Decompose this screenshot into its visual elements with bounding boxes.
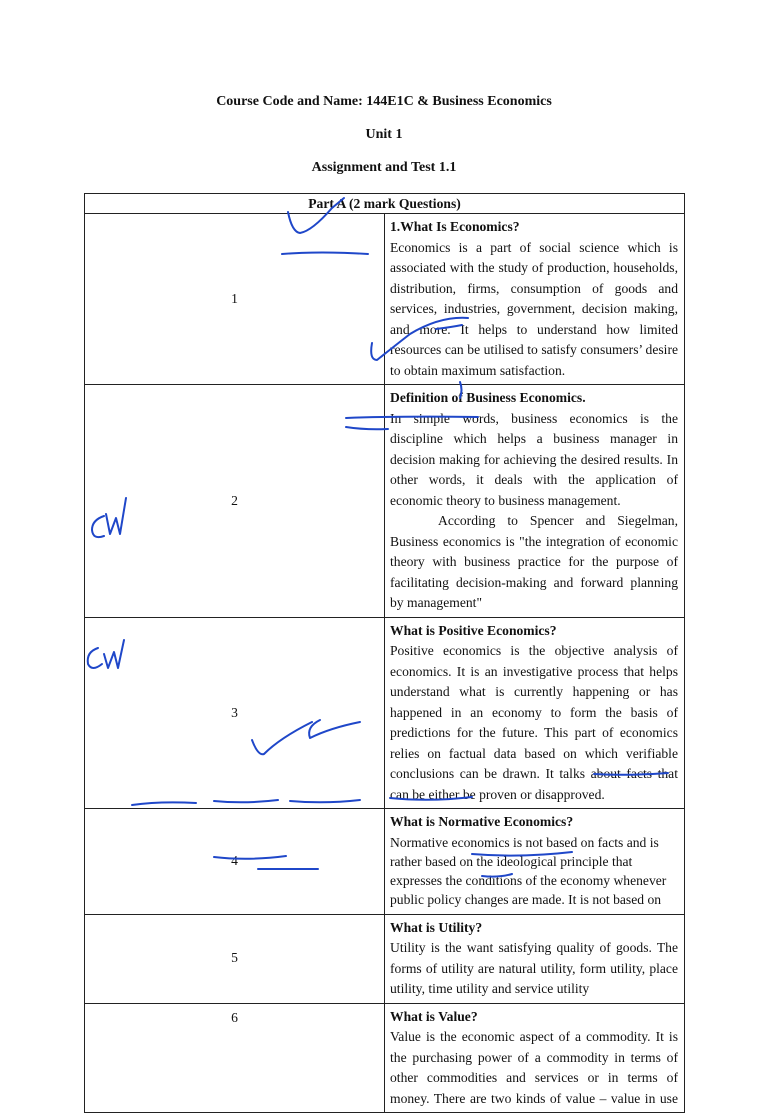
question-cell bbox=[385, 385, 685, 618]
question-title: 1.What Is Economics? bbox=[390, 219, 520, 234]
table-row bbox=[85, 809, 685, 915]
answer-text: Value is the economic aspect of a commodity. It is the purchasing power of a commodity in terms of other commodities and services or in terms of money. There are two kinds of value – value in use bbox=[390, 1029, 678, 1106]
question-number: 6 bbox=[85, 1003, 385, 1113]
question-cell bbox=[385, 214, 685, 385]
table-row bbox=[85, 914, 685, 1003]
question-number: 1 bbox=[85, 214, 385, 385]
question-number: 5 bbox=[85, 914, 385, 1003]
question-table bbox=[84, 193, 685, 1113]
question-cell bbox=[385, 1003, 685, 1113]
question-title: Definition of Business Economics. bbox=[390, 390, 586, 405]
answer-text: According to Spencer and Siegelman, Business economics is "the integration of economic theory with business practice for the purpose of facilitating decision-making and forward planning by management" bbox=[390, 513, 678, 610]
answer-text: Positive economics is the objective analysis of economics. It is an investigative process that helps understand what is currently happening or has happened in an economy to form the basis of predictions for the future. This part of economics relies on factual data based on which verifiable conclusions can be drawn. It talks about facts that can be either be proven or disapproved. bbox=[390, 643, 678, 802]
answer-text: Normative economics is not based on facts and is rather based on the ideological principle that expresses the conditions of the economy whenever public policy changes are made. It is not based on bbox=[390, 834, 667, 907]
question-cell bbox=[385, 914, 685, 1003]
question-title: What is Value? bbox=[390, 1008, 478, 1024]
question-number: 3 bbox=[85, 617, 385, 809]
question-number: 2 bbox=[85, 385, 385, 618]
unit-heading: Unit 1 bbox=[365, 127, 403, 142]
table-row bbox=[85, 385, 685, 618]
part-heading: Part A (2 mark Questions) bbox=[85, 194, 685, 214]
part-heading-row bbox=[85, 194, 685, 214]
question-title: What is Utility? bbox=[390, 919, 483, 935]
table-row bbox=[85, 1003, 685, 1113]
question-title: What is Positive Economics? bbox=[390, 622, 557, 638]
table-row bbox=[85, 214, 685, 385]
question-number: 4 bbox=[85, 809, 385, 915]
answer-text: In simple words, business economics is the discipline which helps a business manager in decision making for achieving the desired results. In other words, it deals with the application of economic theory to business management. bbox=[390, 410, 678, 508]
assignment-heading: Assignment and Test 1.1 bbox=[311, 160, 457, 175]
question-cell bbox=[385, 617, 685, 809]
question-cell bbox=[385, 809, 685, 915]
course-title: Course Code and Name: 144E1C & Business Economics bbox=[216, 94, 552, 109]
answer-text: Economics is a part of social science which is associated with the study of production, households, distribution, firms, consumption of goods and services, industries, government, decision making, and more. It helps to understand how limited resources can be utilised to satisfy consumers’ desire to obtain maximum satisfaction. bbox=[390, 239, 678, 378]
question-title: What is Normative Economics? bbox=[390, 814, 574, 829]
table-row bbox=[85, 617, 685, 809]
answer-text: Utility is the want satisfying quality of goods. The forms of utility are natural utility, form utility, place utility, time utility and service utility bbox=[390, 940, 678, 996]
